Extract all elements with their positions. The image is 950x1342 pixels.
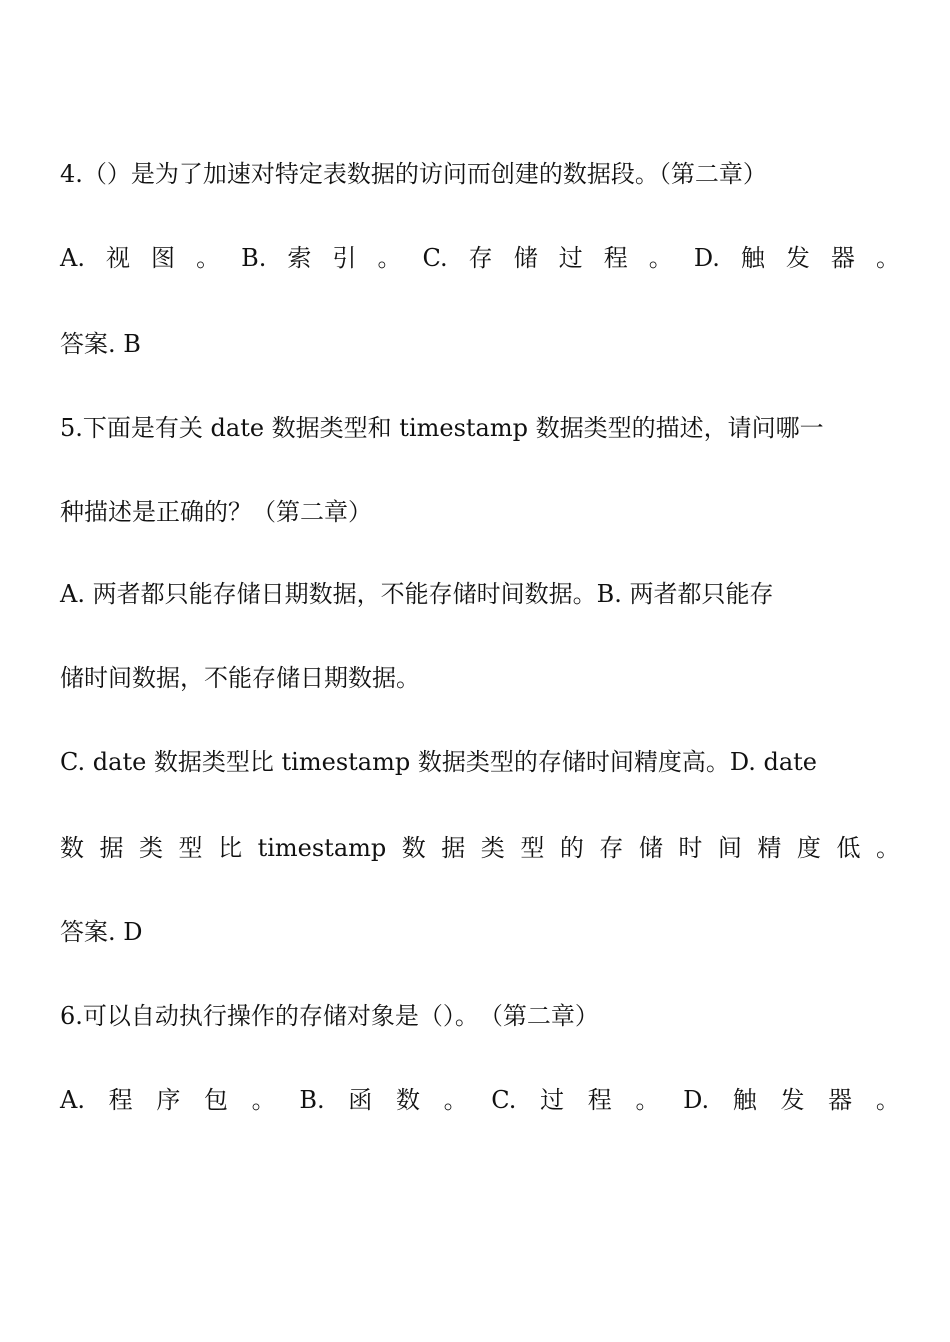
option-label-d: D.: [693, 244, 720, 272]
option-text-d: 触: [740, 244, 765, 272]
option-text-a: 序: [156, 1086, 181, 1114]
option-text-d: 。: [875, 834, 900, 862]
question-5-text-line-2: 种描述是正确的？（第二章）: [60, 498, 372, 526]
question-6-options: [60, 1080, 900, 1120]
option-text-d: 。: [875, 1086, 900, 1114]
option-text-d: 存: [599, 834, 624, 862]
option-text-d: timestamp: [257, 834, 387, 862]
option-text-b: 数: [395, 1086, 420, 1114]
option-text-d: 触: [732, 1086, 757, 1114]
option-text-d: 据: [99, 834, 124, 862]
option-text-d: 间: [717, 834, 742, 862]
option-text-a: 。: [251, 1086, 276, 1114]
option-text-c: 储: [513, 244, 538, 272]
option-text-d: 数: [60, 834, 84, 862]
option-text-d: 。: [875, 244, 900, 272]
option-label-a: A.: [60, 244, 85, 272]
option-text-c: 存: [468, 244, 493, 272]
option-text-d: 发: [780, 1086, 805, 1114]
question-5-options-ab-line-1: A. 两者都只能存储日期数据，不能存储时间数据。B. 两者都只能存: [60, 580, 774, 608]
option-text-a: 程: [108, 1086, 133, 1114]
option-text-d: 的: [559, 834, 584, 862]
option-text-d: 度: [796, 834, 821, 862]
option-text-b: 。: [377, 244, 402, 272]
question-5-text-line-1: 5.下面是有关 date 数据类型和 timestamp 数据类型的描述，请问哪一: [60, 414, 824, 442]
option-text-a: 图: [151, 244, 176, 272]
option-text-a: 视: [106, 244, 130, 272]
option-text-d: 比: [218, 834, 243, 862]
option-text-b: 索: [287, 244, 312, 272]
option-label-b: B.: [299, 1086, 325, 1114]
question-5-options-cd-line-1: C. date 数据类型比 timestamp 数据类型的存储时间精度高。D. date: [60, 748, 818, 776]
question-4-options: [60, 238, 900, 278]
option-text-a: 。: [196, 244, 221, 272]
option-text-c: 过: [540, 1086, 565, 1114]
option-text-c: 程: [603, 244, 628, 272]
option-label-b: B.: [241, 244, 267, 272]
option-text-d: 精: [757, 834, 782, 862]
option-text-a: 包: [203, 1086, 228, 1114]
option-text-b: 引: [332, 244, 357, 272]
option-label-c: C.: [422, 244, 448, 272]
option-text-b: 函: [348, 1086, 373, 1114]
option-label-d: D.: [683, 1086, 710, 1114]
option-text-d: 型: [520, 834, 545, 862]
option-text-d: 据: [441, 834, 466, 862]
option-text-d: 型: [178, 834, 203, 862]
question-5-answer: 答案. D: [60, 918, 143, 946]
option-text-d: 器: [828, 1086, 853, 1114]
option-text-b: 。: [443, 1086, 468, 1114]
question-4-text: 4.（）是为了加速对特定表数据的访问而创建的数据段。（第二章）: [60, 160, 767, 188]
option-text-c: 。: [648, 244, 673, 272]
option-text-d: 类: [480, 834, 505, 862]
option-text-d: 时: [678, 834, 703, 862]
option-text-d: 储: [638, 834, 663, 862]
option-text-d: 低: [836, 834, 861, 862]
option-text-c: 程: [587, 1086, 612, 1114]
option-text-d: 发: [785, 244, 810, 272]
option-text-c: 。: [635, 1086, 660, 1114]
question-5-options-ab-line-2: 储时间数据，不能存储日期数据。: [60, 664, 420, 692]
option-label-c: C.: [491, 1086, 517, 1114]
question-5-options-cd-line-2: [60, 828, 900, 868]
option-text-d: 器: [830, 244, 855, 272]
option-text-d: 数: [401, 834, 426, 862]
option-text-d: 类: [139, 834, 164, 862]
option-text-c: 过: [558, 244, 583, 272]
question-4-answer: 答案. B: [60, 330, 141, 358]
question-6-text: 6.可以自动执行操作的存储对象是（）。 （第二章）: [60, 1002, 599, 1030]
option-label-a: A.: [60, 1086, 85, 1114]
